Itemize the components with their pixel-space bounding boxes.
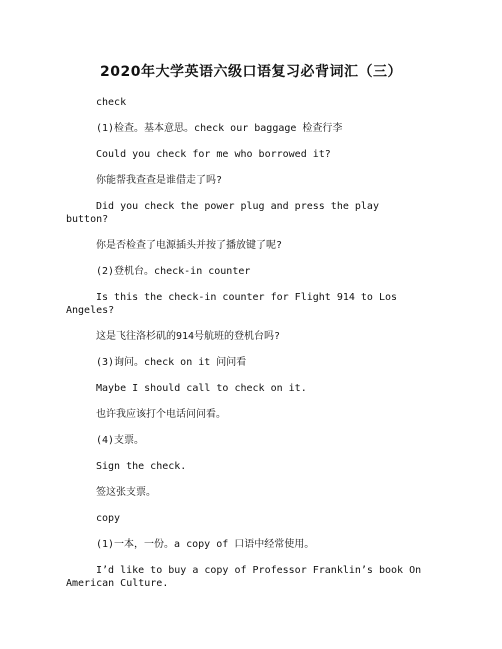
paragraph-15: 签这张支票。 bbox=[96, 487, 156, 498]
paragraph-18: I’d like to buy a copy of Professor Franklin’s book On American Culture. bbox=[66, 565, 422, 589]
paragraph-4: 你能帮我查查是谁借走了吗? bbox=[96, 175, 223, 186]
paragraph-13: (4)支票。 bbox=[96, 435, 145, 446]
paragraph-17: (1)一本，一份。a copy of 口语中经常使用。 bbox=[96, 539, 315, 550]
paragraph-7: (2)登机台。check-in counter bbox=[96, 266, 251, 277]
paragraph-1: check bbox=[96, 97, 127, 108]
paragraph-16: copy bbox=[96, 513, 121, 524]
paragraph-5: Did you check the power plug and press the play button? bbox=[66, 201, 379, 225]
paragraph-2: (1)检查。基本意思。check our baggage 检查行李 bbox=[96, 123, 343, 134]
document-title: 2020年大学英语六级口语复习必背词汇（三） bbox=[100, 64, 402, 80]
paragraph-12: 也许我应该打个电话问问看。 bbox=[96, 409, 226, 420]
document-body bbox=[66, 96, 426, 603]
paragraph-8: Is this the check-in counter for Flight 914 to Los Angeles? bbox=[66, 292, 398, 316]
paragraph-10: (3)询问。check on it 问问看 bbox=[96, 357, 247, 368]
paragraph-14: Sign the check. bbox=[96, 461, 187, 472]
paragraph-3: Could you check for me who borrowed it? bbox=[96, 149, 331, 160]
paragraph-6: 你是否检查了电源插头并按了播放键了呢? bbox=[96, 240, 283, 251]
paragraph-9: 这是飞往洛杉矶的914号航班的登机台吗? bbox=[96, 331, 281, 342]
paragraph-11: Maybe I should call to check on it. bbox=[96, 383, 307, 394]
